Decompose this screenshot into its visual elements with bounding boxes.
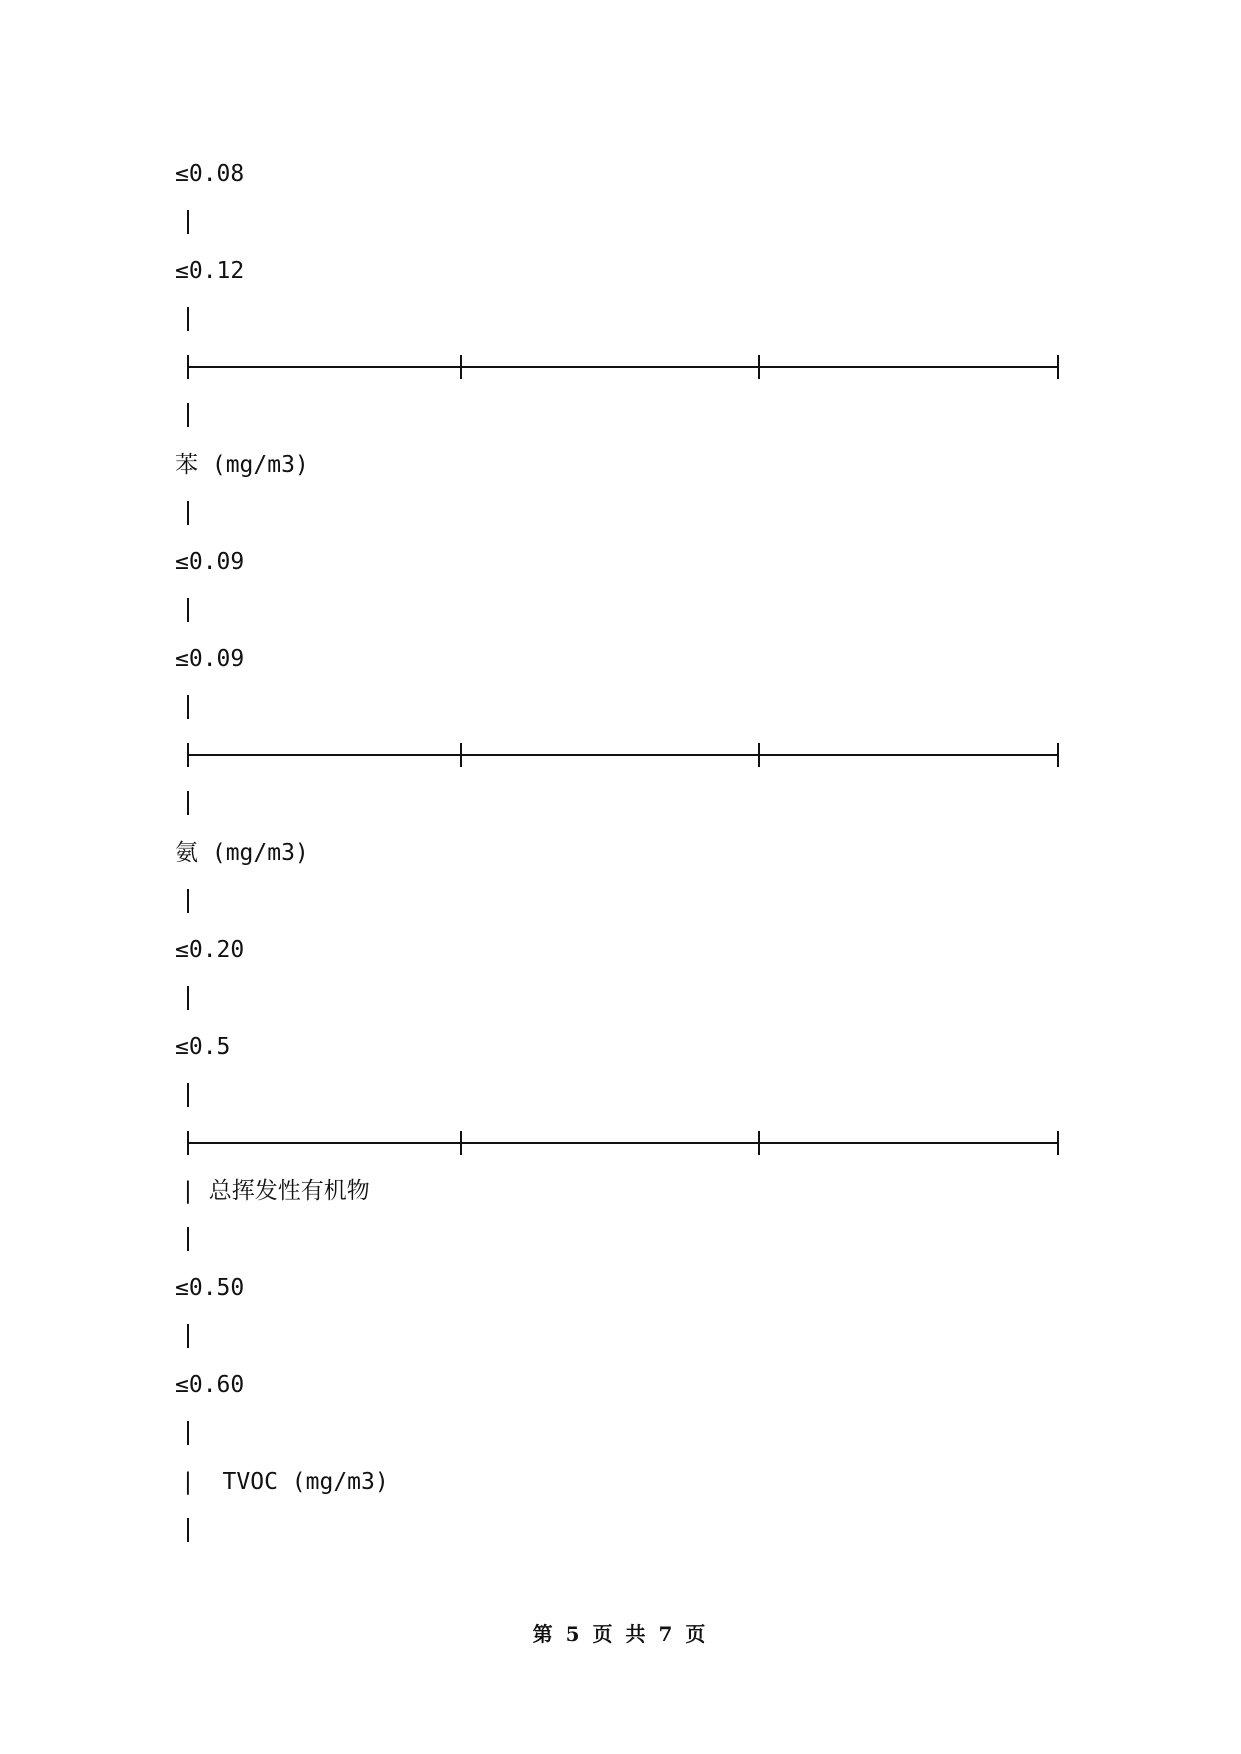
table-bar bbox=[187, 1324, 189, 1348]
value-line: ≤0.50 bbox=[175, 1275, 245, 1301]
table-bar bbox=[187, 598, 189, 622]
value-line: ≤0.5 bbox=[175, 1034, 231, 1060]
table-bar bbox=[187, 791, 189, 815]
item-label-ammonia: 氨 (mg/m3) bbox=[175, 840, 309, 866]
item-label-tvoc-cn: | 总挥发性有机物 bbox=[181, 1178, 370, 1204]
item-label-benzene: 苯 (mg/m3) bbox=[175, 452, 309, 478]
page-number: 第 5 页 共 7 页 bbox=[532, 1622, 709, 1646]
table-bar bbox=[187, 1421, 189, 1445]
table-bar bbox=[187, 210, 189, 234]
table-separator bbox=[187, 1131, 1059, 1155]
table-bar bbox=[187, 1518, 189, 1542]
table-bar bbox=[187, 403, 189, 427]
table-bar bbox=[187, 986, 189, 1010]
value-line: ≤0.20 bbox=[175, 937, 245, 963]
table-bar bbox=[187, 889, 189, 913]
value-line: ≤0.12 bbox=[175, 258, 245, 284]
table-separator bbox=[187, 743, 1059, 767]
table-bar bbox=[187, 1227, 189, 1251]
value-line: ≤0.60 bbox=[175, 1372, 245, 1398]
value-line: ≤0.09 bbox=[175, 646, 245, 672]
value-line: ≤0.08 bbox=[175, 161, 245, 187]
item-label-tvoc: | TVOC (mg/m3) bbox=[181, 1469, 389, 1495]
table-bar bbox=[187, 695, 189, 719]
table-bar bbox=[187, 1083, 189, 1107]
table-separator bbox=[187, 355, 1059, 379]
table-bar bbox=[187, 501, 189, 525]
value-line: ≤0.09 bbox=[175, 549, 245, 575]
table-bar bbox=[187, 307, 189, 331]
